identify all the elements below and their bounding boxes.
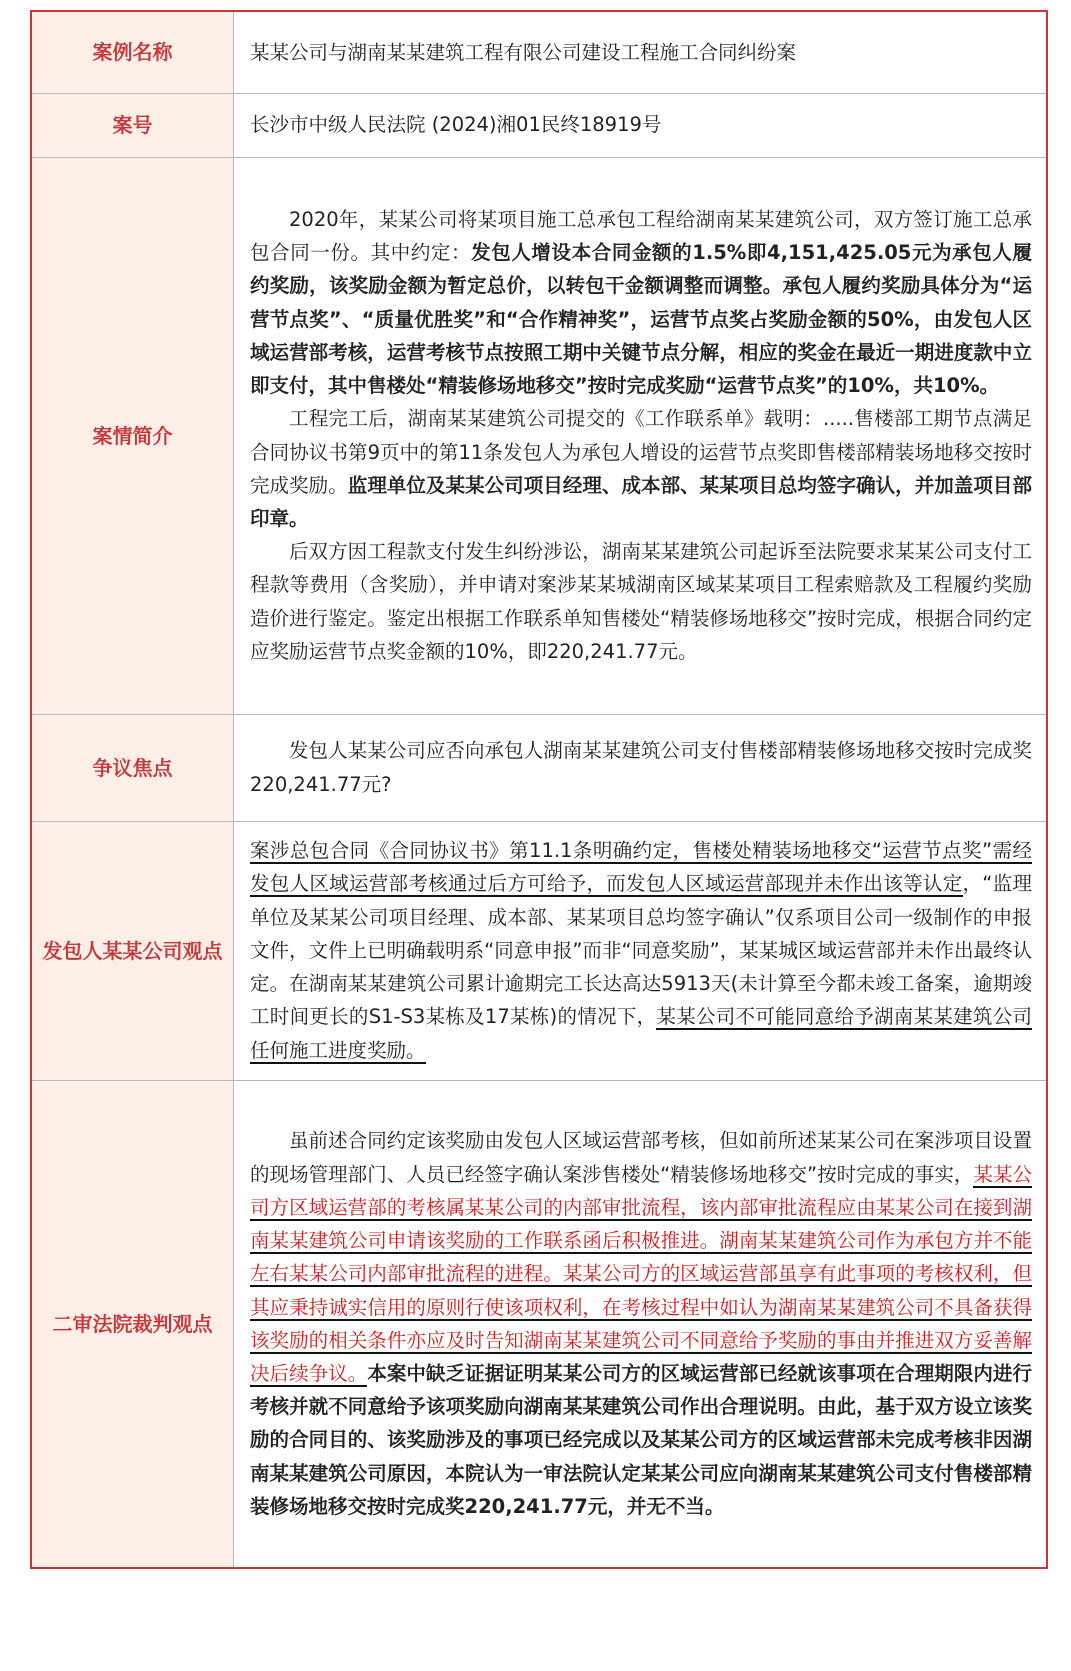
case-number-text: 长沙市中级人民法院 (2024)湘01民终18919号 [250, 113, 662, 137]
summary-paragraph-1 [250, 203, 1032, 402]
summary-p2-bold: 监理单位及某某公司项目经理、成本部、某某项目总均签字确认，并加盖项目部印章。 [250, 473, 1032, 530]
label-case-summary: 案情简介 [31, 157, 234, 714]
employer-view-content [234, 821, 1048, 1080]
case-summary-content [234, 157, 1048, 714]
row-case-summary [31, 157, 1047, 714]
summary-p1-bold: 发包人增设本合同金额的1.5%即4,151,425.05元为承包人履约奖励，该奖励金额为暂定总价，以转包干金额调整而调整。承包人履约奖励具体分为“运营节点奖”、“质量优胜奖”和“合作精神奖”，运营节点奖占奖励金额的50%，由发包人区域运营部考核，运营考核节点按照工期中关键节点分解，相应的奖金在最近一期进度款中立即支付，其中售楼处“精装修场地移交”按时完成奖励“运营节点奖”的10%，共10%。 [250, 241, 1032, 398]
case-number-value [234, 93, 1048, 157]
court-view-normal: 虽前述合同约定该奖励由发包人区域运营部考核，但如前所述某某公司在案涉项目设置的现场管理部门、人员已经签字确认案涉售楼处“精装修场地移交”按时完成的事实， [250, 1129, 1032, 1186]
row-dispute-focus [31, 714, 1047, 821]
dispute-focus-text: 发包人某某公司应否向承包人湖南某某建筑公司支付售楼部精装修场地移交按时完成奖220,241.77元? [250, 739, 1032, 796]
court-view-content [234, 1080, 1048, 1568]
summary-p1-normal: 2020年，某某公司将某项目施工总承包工程给湖南某某建筑公司，双方签订施工总承包合同一份。其中约定： [250, 207, 1032, 265]
label-dispute-focus: 争议焦点 [31, 714, 234, 821]
court-view-text [250, 1124, 1032, 1523]
court-view-bold: 本案中缺乏证据证明某某公司方的区域运营部已经就该事项在合理期限内进行考核并就不同意给予该项奖励向湖南某某建筑公司作出合理说明。由此，基于双方设立该奖励的合同目的、该奖励涉及的事项已经完成以及某某公司方的区域运营部未完成考核非因湖南某某建筑公司原因，本院认为一审法院认定某某公司应向湖南某某建筑公司支付售楼部精装修场地移交按时完成奖220,241.77元，并无不当。 [250, 1361, 1032, 1518]
dispute-focus-content [234, 714, 1048, 821]
summary-p2-normal: 工程完工后，湖南某某建筑公司提交的《工作联系单》载明：.....售楼部工期节点满足合同协议书第9页中的第11条发包人为承包人增设的运营节点奖即售楼部精装场地移交按时完成奖励。 [250, 407, 1032, 497]
row-case-number [31, 93, 1047, 157]
label-case-number: 案号 [31, 93, 234, 157]
case-name-text: 某某公司与湖南某某建筑工程有限公司建设工程施工合同纠纷案 [250, 40, 797, 64]
employer-view-underlined-1: 案涉总包合同《合同协议书》第11.1条明确约定，售楼处精装场地移交“运营节点奖”需经发包人区域运营部考核通过后方可给予，而发包人区域运营部现并未作出该等认定 [250, 839, 1032, 896]
court-view-red-underlined: 某某公司方区域运营部的考核属某某公司的内部审批流程，该内部审批流程应由某某公司在接到湖南某某建筑公司申请该奖励的工作联系函后积极推进。湖南某某建筑公司作为承包方并不能左右某某公司内部审批流程的进程。某某公司方的区域运营部虽享有此事项的考核权利，但其应秉持诚实信用的原则行使该项权利，在考核过程中如认为湖南某某建筑公司不具备获得该奖励的相关条件亦应及时告知湖南某某建筑公司不同意给予奖励的事由并推进双方妥善解决后续争议。 [250, 1162, 1032, 1385]
summary-paragraph-3: 后双方因工程款支付发生纠纷涉讼，湖南某某建筑公司起诉至法院要求某某公司支付工程款等费用（含奖励），并申请对案涉某某城湖南区域某某项目工程索赔款及工程履约奖励造价进行鉴定。鉴定出根据工作联系单知售楼处“精装修场地移交”按时完成，根据合同约定应奖励运营节点奖金额的10%，即220,241.77元。 [250, 540, 1032, 663]
employer-view-middle: ，“监理单位及某某公司项目经理、成本部、某某项目总均签字确认”仅系项目公司一级制作的申报文件，文件上已明确载明系“同意申报”而非“同意奖励”，某某城区域运营部并未作出最终认定。在湖南某某建筑公司累计逾期完工长达高达5913天(未计算至今都未竣工备案，逾期竣工时间更长的S1-S3某栋及17某栋)的情况下， [250, 872, 1032, 1029]
employer-view-underlined-2: 某某公司不可能同意给予湖南某某建筑公司任何施工进度奖励。 [250, 1005, 1032, 1062]
row-case-name [31, 11, 1047, 93]
case-name-value [234, 11, 1048, 93]
label-employer-view: 发包人某某公司观点 [31, 821, 234, 1080]
summary-paragraph-2 [250, 402, 1032, 535]
case-table [30, 10, 1048, 1569]
label-case-name: 案例名称 [31, 11, 234, 93]
row-court-view [31, 1080, 1047, 1568]
employer-view-text [250, 834, 1032, 1067]
label-court-view: 二审法院裁判观点 [31, 1080, 234, 1568]
row-employer-view [31, 821, 1047, 1080]
